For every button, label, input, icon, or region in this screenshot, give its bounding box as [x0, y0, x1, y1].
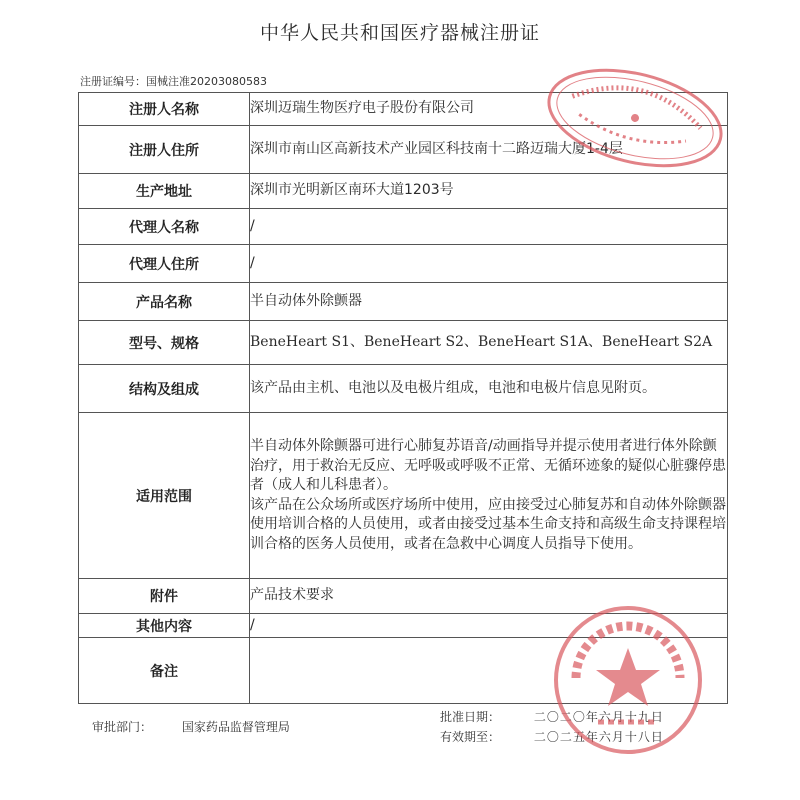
row-label: 代理人住所	[79, 245, 250, 283]
scope-paragraph: 半自动体外除颤器可进行心肺复苏语音/动画指导并提示使用者进行体外除颤治疗，用于救治无反应、无呼吸或呼吸不正常、无循环迹象的疑似心脏骤停患者（成人和儿科患者）。	[250, 438, 726, 493]
row-value: 深圳市南山区高新技术产业园区科技南十二路迈瑞大厦1-4层	[250, 126, 728, 174]
table-row	[79, 365, 728, 413]
row-value: /	[250, 245, 728, 283]
valid-until-label: 有效期至：	[440, 730, 501, 744]
table-row	[79, 93, 728, 126]
row-value: /	[250, 209, 728, 245]
row-value: 产品技术要求	[250, 579, 728, 614]
approval-date	[440, 708, 664, 725]
table-row	[79, 614, 728, 638]
row-value: /	[250, 614, 728, 638]
row-label: 代理人名称	[79, 209, 250, 245]
table-row	[79, 579, 728, 614]
table-row	[79, 209, 728, 245]
row-label: 附件	[79, 579, 250, 614]
registration-number: 注册证编号：国械注准20203080583	[80, 75, 267, 88]
row-value: 深圳迈瑞生物医疗电子股份有限公司	[250, 93, 728, 126]
table-row	[79, 321, 728, 365]
approval-dept-value: 国家药品监督管理局	[181, 720, 290, 734]
row-value	[250, 638, 728, 704]
row-label: 适用范围	[79, 413, 250, 579]
row-value: 该产品由主机、电池以及电极片组成，电池和电极片信息见附页。	[250, 365, 728, 413]
row-label: 产品名称	[79, 283, 250, 321]
row-label: 注册人名称	[79, 93, 250, 126]
valid-until-value: 二〇二五年六月十八日	[533, 730, 664, 744]
scope-paragraph: 该产品在公众场所或医疗场所中使用，应由接受过心肺复苏和自动体外除颤器使用培训合格的人员使用，或者由接受过基本生命支持和高级生命支持课程培训合格的医务人员使用，或者在急救中心调度人员指导下使用。	[250, 496, 726, 552]
approval-dept	[92, 718, 290, 735]
certificate-title: 中华人民共和国医疗器械注册证	[259, 22, 540, 44]
row-label: 其他内容	[79, 614, 250, 638]
table-row	[79, 126, 728, 174]
table-row	[79, 283, 728, 321]
valid-until	[440, 728, 664, 745]
table-row	[79, 174, 728, 209]
table-row	[79, 245, 728, 283]
approval-date-label: 批准日期：	[440, 710, 501, 724]
table-row	[79, 638, 728, 704]
row-value: 深圳市光明新区南环大道1203号	[250, 174, 728, 209]
scope-value	[250, 413, 728, 579]
row-label: 结构及组成	[79, 365, 250, 413]
row-label: 备注	[79, 638, 250, 704]
row-value: BeneHeart S1、BeneHeart S2、BeneHeart S1A、BeneHeart S2A	[250, 321, 728, 365]
row-label: 型号、规格	[79, 321, 250, 365]
table-row	[79, 413, 728, 579]
row-value: 半自动体外除颤器	[250, 283, 728, 321]
row-label: 注册人住所	[79, 126, 250, 174]
approval-dept-label: 审批部门：	[92, 720, 153, 734]
certificate-table	[78, 92, 728, 704]
row-label: 生产地址	[79, 174, 250, 209]
approval-date-value: 二〇二〇年六月十九日	[533, 710, 664, 724]
